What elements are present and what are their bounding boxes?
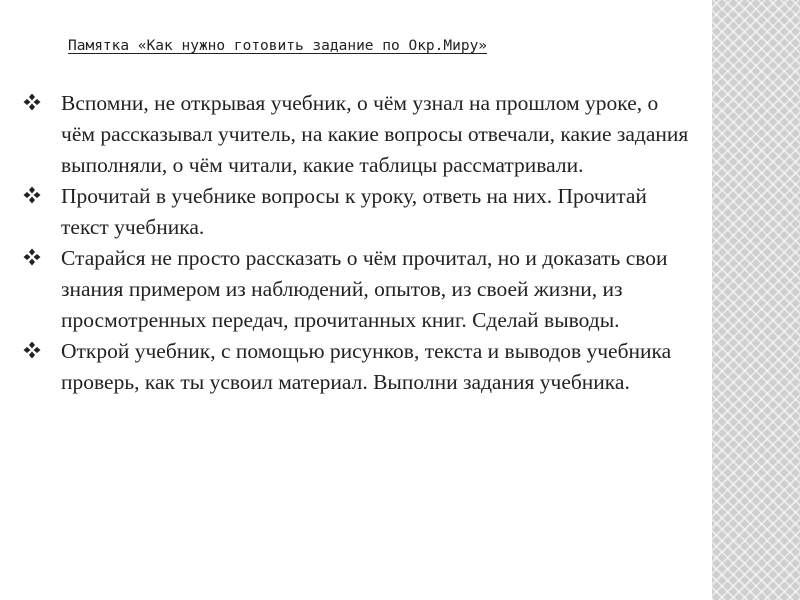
- list-item: [20, 181, 690, 243]
- bullet-list: [20, 88, 690, 398]
- list-item-text: Старайся не просто рассказать о чём прочитал, но и доказать свои знания примером из наблюдений, опытов, из своей жизни, из просмотренных передач, прочитанных книг. Сделай выводы.: [61, 246, 668, 332]
- list-item: [20, 336, 690, 398]
- diamond-bullet-icon: [23, 341, 41, 359]
- decorative-side-band: [712, 0, 800, 600]
- diamond-bullet-icon: [23, 93, 41, 111]
- page-title: Памятка «Как нужно готовить задание по Окр.Миру»: [68, 38, 488, 54]
- list-item-text: Прочитай в учебнике вопросы к уроку, ответь на них. Прочитай текст учебника.: [61, 184, 647, 239]
- list-item: [20, 88, 690, 181]
- list-item-text: Вспомни, не открывая учебник, о чём узнал на прошлом уроке, о чём рассказывал учитель, на какие вопросы отвечали, какие задания выполняли, о чём читали, какие таблицы рассматривали.: [61, 91, 689, 177]
- list-item: [20, 243, 690, 336]
- diamond-bullet-icon: [23, 248, 41, 266]
- diamond-bullet-icon: [23, 186, 41, 204]
- list-item-text: Открой учебник, с помощью рисунков, текста и выводов учебника проверь, как ты усвоил материал. Выполни задания учебника.: [61, 339, 672, 394]
